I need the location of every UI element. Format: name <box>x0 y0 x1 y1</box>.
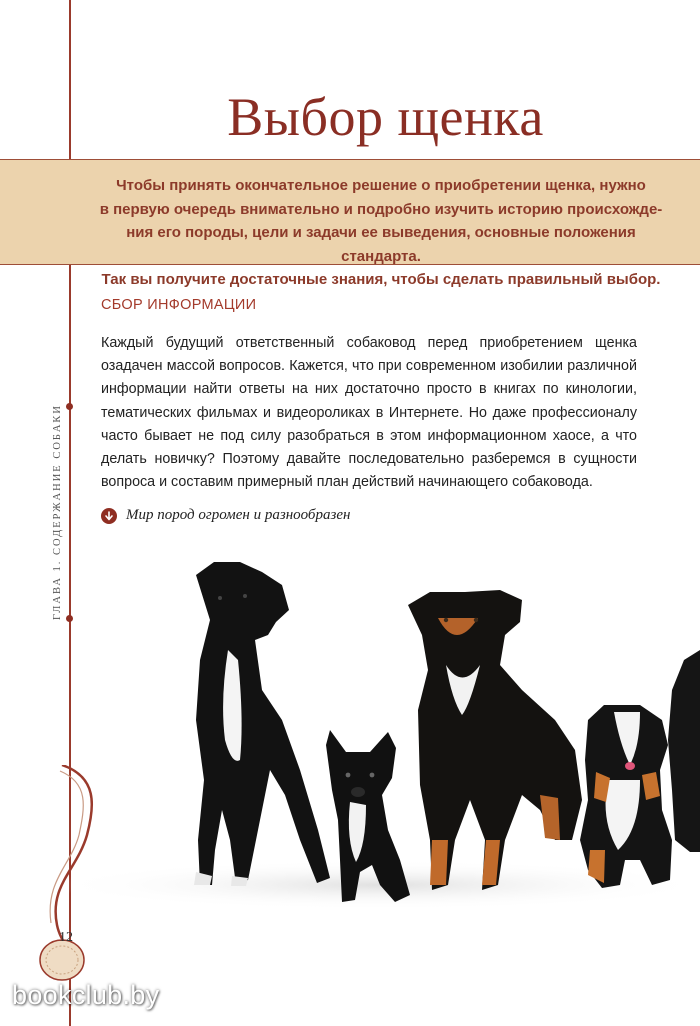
intro-line: ния его породы, цели и задачи ее выведения, основные положения стандарта. <box>126 224 636 265</box>
caption-text: Мир пород огромен и разнообразен <box>126 507 351 523</box>
body-paragraph: Каждый будущий ответственный собаковод перед приобретением щенка озадачен массой вопросов. Кажется, что при современном изобилии различной информации найти ответы на них достаточно просто в книгах по кинологии, тематических фильмах и видеороликах в Интернете. Но даже профессионалу часто бывает не под силу разобраться в этом информационном хаосе, а что делать новичку? Поэтому давайте последовательно разберемся в сущности вопроса и составим примерный план действий начинающего собаковода. <box>101 335 637 491</box>
running-head-text: ГЛАВА 1. СОДЕРЖАНИЕ СОБАКИ <box>52 404 63 620</box>
great-dane-dog <box>194 562 330 886</box>
intro-line: Так вы получите достаточные знания, чтобы сделать правильный выбор. <box>101 271 661 288</box>
arrow-down-circle-icon <box>101 508 117 524</box>
page-title: Выбор щенка <box>227 87 544 147</box>
intro-line: Чтобы принять окончательное решение о приобретении щенка, нужно <box>116 177 646 194</box>
intro-line: в первую очередь внимательно и подробно изучить историю происхожде- <box>99 200 663 218</box>
page-number: 12 <box>59 930 73 945</box>
photo-caption <box>101 507 350 524</box>
leash-roll-icon <box>27 765 97 995</box>
section-heading: СБОР ИНФОРМАЦИИ <box>101 297 257 313</box>
intro-text <box>98 174 664 292</box>
watermark: bookclub.by <box>12 980 160 1010</box>
running-head-dot-top <box>66 403 73 410</box>
dogs-photo <box>0 540 700 940</box>
rottweiler-mix-dog <box>408 590 582 890</box>
partial-dog <box>668 650 700 852</box>
bernese-puppy-dog <box>580 705 672 888</box>
